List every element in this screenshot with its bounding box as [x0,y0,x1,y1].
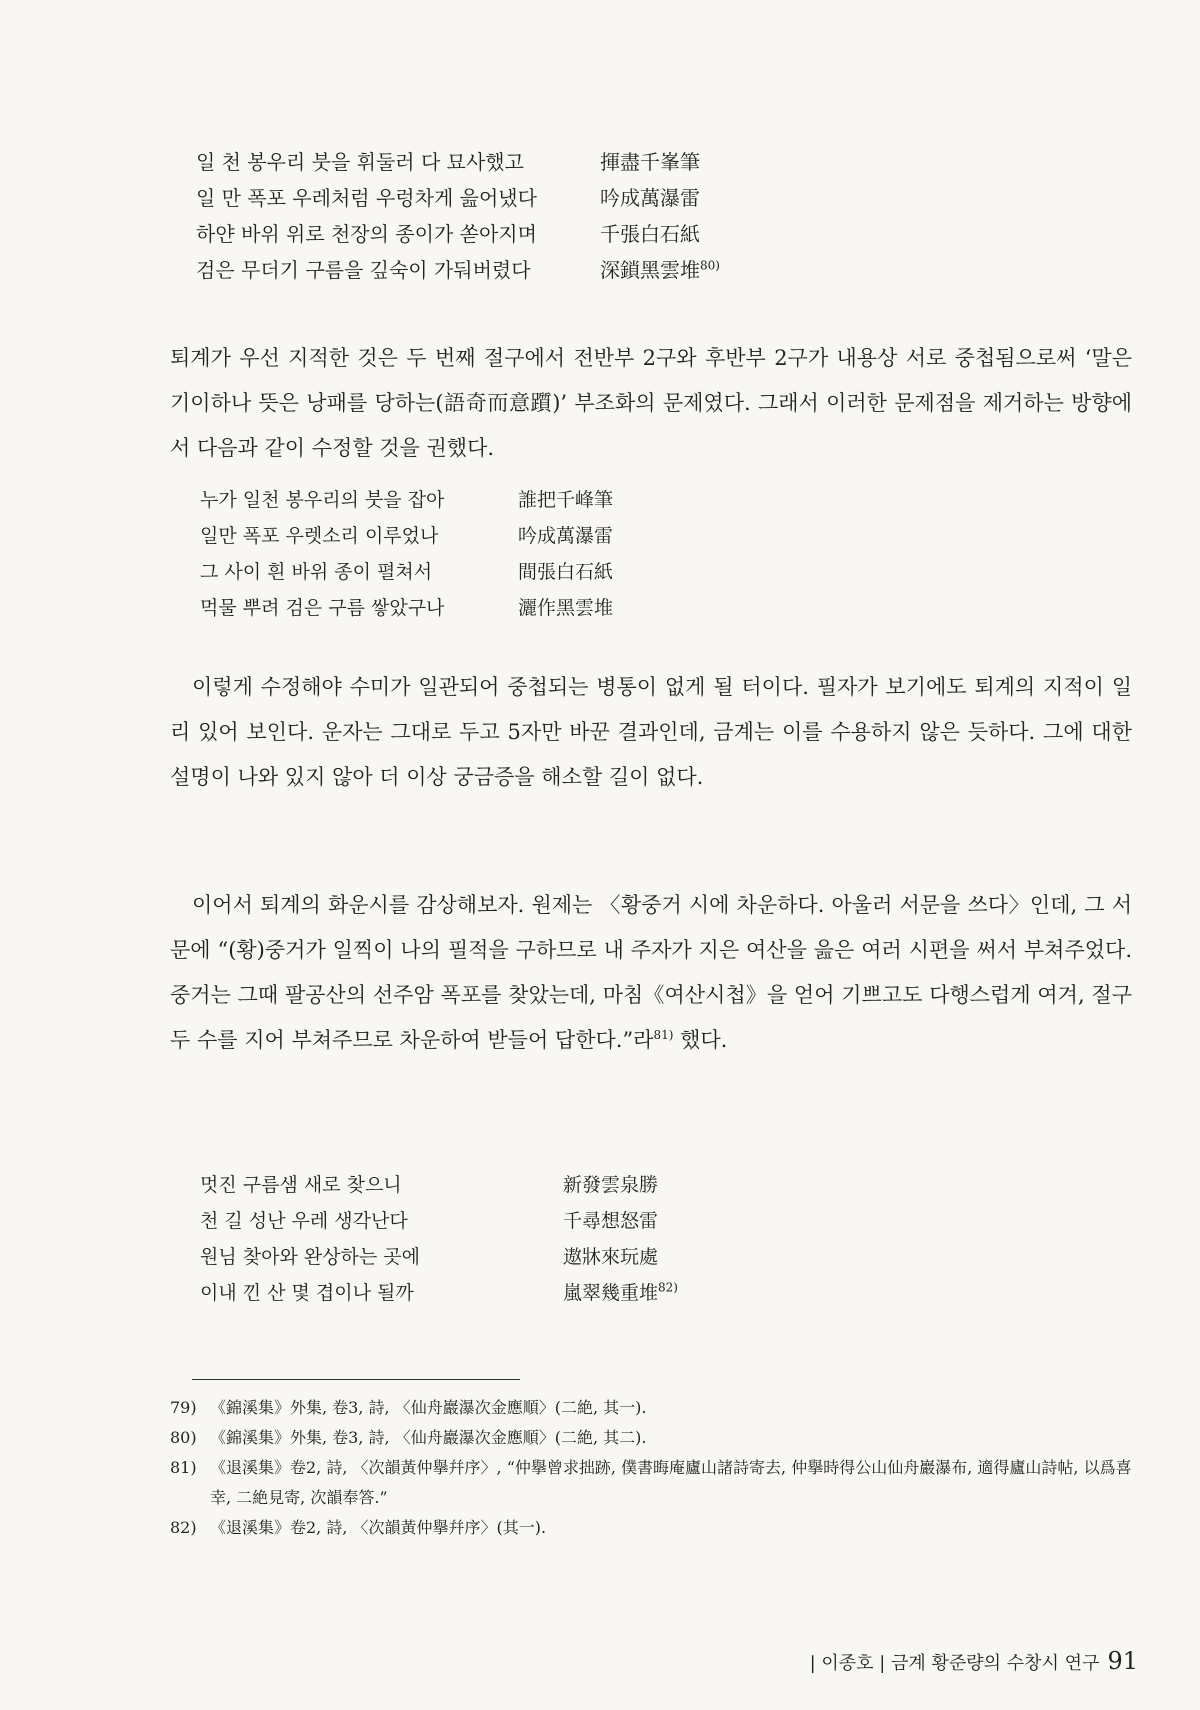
poem-korean: 멋진 구름샘 새로 찾으니 [200,1174,402,1196]
poem-chinese-text: 嵐翠幾重堆 [563,1282,659,1304]
poem-korean: 일만 폭포 우렛소리 이루었나 [200,525,439,547]
poem-chinese [600,146,700,175]
poem-chinese-text: 間張白石紙 [518,561,614,583]
poem-chinese-text: 吟成萬瀑雷 [600,186,700,210]
poem-chinese [518,593,613,620]
poem-korean: 이내 낀 산 몇 겹이나 될까 [200,1282,414,1304]
paragraph-text: 이렇게 수정해야 수미가 일관되어 중첩되는 병통이 없게 될 터이다. 필자가 보기에도 퇴계의 지적이 일리 있어 보인다. 운자는 그대로 두고 5자만 바꾼 결과인데, 금계는 이를 수용하지 않은 듯하다. 그에 대한 설명이 나와 있지 않아 더 이상 궁금증을 해소할 길이 없다. [170,675,1132,789]
footnote-ref: 82) [658,1280,678,1295]
poem-korean: 그 사이 흰 바위 종이 펼쳐서 [200,561,433,583]
poem-chinese-text: 千張白石紙 [600,222,700,246]
poem-chinese [600,254,720,283]
footnote-number: 81) [170,1458,197,1477]
poem-korean: 누가 일천 봉우리의 붓을 잡아 [200,489,445,511]
footnote-text: 《退溪集》卷2, 詩, 〈次韻黃仲擧幷序〉(其一). [210,1518,547,1537]
paragraph-2 [170,665,1132,800]
poem-chinese-text: 遨牀來玩處 [563,1246,659,1268]
poem-chinese-text: 誰把千峰筆 [518,489,614,511]
poem-chinese-text: 深鎖黑雲堆 [600,258,700,282]
footnote [170,1393,1140,1423]
poem-chinese-text: 灑作黑雲堆 [518,597,614,619]
footnote [170,1453,1140,1513]
poem-chinese [600,182,700,211]
poem-korean: 천 길 성난 우레 생각난다 [200,1210,408,1232]
footnote-divider [192,1379,520,1380]
poem-chinese [563,1170,658,1197]
poem-korean: 검은 무더기 구름을 깊숙이 가둬버렸다 [196,258,531,282]
footnote-text: 《退溪集》卷2, 詩, 〈次韻黃仲擧幷序〉, “仲擧曾求拙跡, 僕書晦庵廬山諸詩寄去, 仲擧時得公山仙舟巖瀑布, 適得廬山詩帖, 以爲喜幸, 二絶見寄, 次韻奉答.” [210,1458,1132,1507]
poem-korean: 원님 찾아와 완상하는 곳에 [200,1246,421,1268]
footnote-number: 82) [170,1518,197,1537]
poem-chinese [518,557,613,584]
poem-chinese [563,1206,658,1233]
poem-korean: 먹물 뿌려 검은 구름 쌓았구나 [200,597,445,619]
poem-korean: 하얀 바위 위로 천장의 종이가 쏟아지며 [196,222,537,246]
footnote-ref: 81) [653,1028,674,1042]
poem-chinese [518,521,613,548]
paragraph-body: 이어서 퇴계의 화운시를 감상해보자. 원제는 〈황중거 시에 차운하다. 아울러 서문을 쓰다〉인데, 그 서문에 “(황)중거가 일찍이 나의 필적을 구하므로 내 주자가 지은 여산을 읊은 여러 시편을 써서 부쳐주었다. 중거는 그때 팔공산의 선주암 폭포를 찾았는데, 마침《여산시첩》을 얻어 기쁘고도 다행스럽게 여겨, 절구 두 수를 지어 부쳐주므로 차운하여 받들어 답한다.”라 [170,893,1132,1052]
footnote-number: 79) [170,1398,197,1417]
paragraph-end: 했다. [673,1028,728,1052]
footnote-ref: 80) [700,258,720,273]
poem-chinese [563,1278,678,1305]
page-number: 91 [1107,1647,1138,1675]
footnote-text: 《錦溪集》外集, 卷3, 詩, 〈仙舟巖瀑次金應順〉(二絶, 其二). [210,1428,647,1447]
paragraph-text [170,883,1132,1063]
paragraph-1 [170,336,1132,471]
poem-chinese [600,218,700,247]
footnote-number: 80) [170,1428,197,1447]
poem-chinese-text: 吟成萬瀑雷 [518,525,614,547]
paragraph-text: 퇴계가 우선 지적한 것은 두 번째 절구에서 전반부 2구와 후반부 2구가 내용상 서로 중첩됨으로써 ‘말은 기이하나 뜻은 낭패를 당하는(語奇而意躓)’ 부조화의 문제였다. 그래서 이러한 문제점을 제거하는 방향에서 다음과 같이 수정할 것을 권했다. [170,346,1132,460]
footnote [170,1513,1140,1543]
page-footer [810,1647,1138,1675]
footnotes [170,1393,1140,1543]
footnote-text: 《錦溪集》外集, 卷3, 詩, 〈仙舟巖瀑次金應順〉(二絶, 其一). [210,1398,647,1417]
running-head: | 이종호 | 금계 황준량의 수창시 연구 [809,1653,1100,1674]
poem-chinese-text: 新發雲泉勝 [563,1174,659,1196]
paragraph-3 [170,883,1132,1063]
poem-korean: 일 만 폭포 우레처럼 우렁차게 읊어냈다 [196,186,537,210]
poem-chinese-text: 揮盡千峯筆 [600,150,700,174]
footnote [170,1423,1140,1453]
poem-chinese [518,485,613,512]
poem-korean: 일 천 봉우리 붓을 휘둘러 다 묘사했고 [196,150,524,174]
poem-chinese-text: 千尋想怒雷 [563,1210,659,1232]
poem-chinese [563,1242,658,1269]
